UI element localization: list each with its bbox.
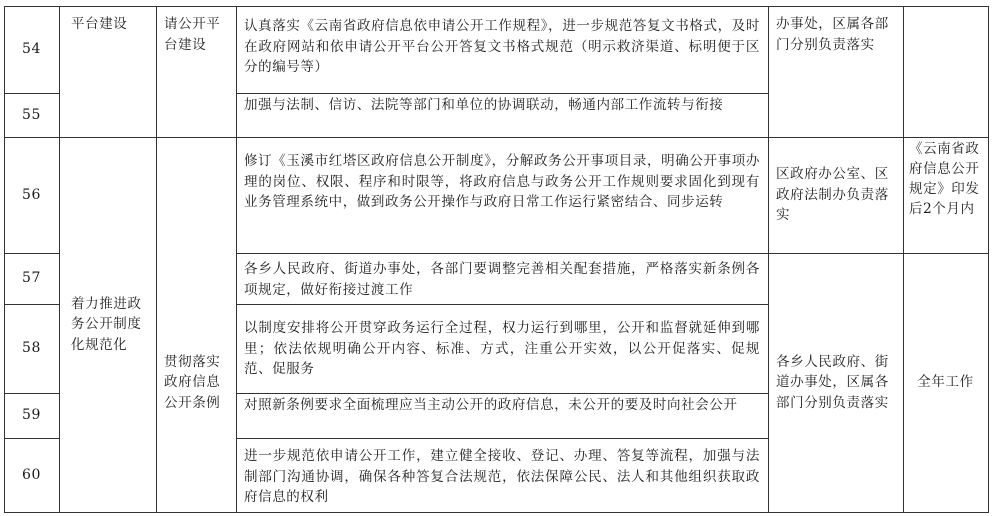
- grid-line: [4, 6, 5, 512]
- grid-line: [4, 93, 59, 94]
- grid-line: [4, 304, 59, 305]
- task-cell: 加强与法制、信访、法院等部门和单位的协调联动，畅通内部工作流转与衔接: [244, 97, 724, 113]
- grid-line: [236, 253, 989, 254]
- task-cell: 对照新条例要求全面梳理应当主动公开的政府信息，未公开的要及时向社会公开: [244, 397, 738, 413]
- item-cell: 贯彻落实政府信息公开条例: [164, 353, 221, 411]
- row-number: 58: [21, 340, 41, 357]
- task-cell: 进一步规范依申请公开工作，建立健全接收、登记、办理、答复等流程，加强与法制部门沟通协调，确保各种答复合法规范，依法保障公民、法人和其他组织获取政府信息的权利: [244, 448, 760, 505]
- grid-line: [236, 393, 768, 394]
- task-cell: 各乡人民政府、街道办事处，各部门要调整完善相关配套措施，严格落实新条例各项规定，做好衔接过渡工作: [244, 261, 760, 298]
- grid-line: [4, 393, 59, 394]
- department-cell: 办事处，区属各部门分别负责落实: [776, 16, 889, 53]
- row-number: 59: [21, 407, 41, 424]
- grid-line: [236, 93, 768, 94]
- department-cell: 各乡人民政府、街道办事处，区属各部门分别负责落实: [776, 353, 889, 411]
- grid-line: [236, 6, 237, 512]
- category-cell: 平台建设: [71, 16, 128, 32]
- item-cell: 请公开平台建设: [164, 16, 221, 53]
- grid-line: [236, 438, 768, 439]
- grid-line: [988, 6, 989, 512]
- grid-line: [4, 512, 989, 513]
- row-number: 57: [21, 270, 41, 287]
- grid-line: [4, 438, 59, 439]
- time-cell: 《云南省政府信息公开规定》印发后2个月内: [909, 141, 980, 217]
- time-cell: 全年工作: [917, 374, 974, 391]
- grid-line: [4, 253, 59, 254]
- grid-line: [903, 6, 904, 512]
- task-cell: 修订《玉溪市红塔区政府信息公开制度》，分解政务公开事项目录，明确公开事项办理的岗位、权限、程序和时限等，将政府信息与政务公开工作规则要求固化到现有业务管理系统中，做到政务公开操作与政府日常工作运行紧密结合、同步运转: [244, 153, 760, 210]
- grid-line: [768, 6, 769, 512]
- grid-line: [236, 304, 768, 305]
- department-cell: 区政府办公室、区政府法制办负责落实: [776, 166, 889, 224]
- row-number: 55: [21, 106, 41, 123]
- grid-line: [4, 6, 989, 7]
- category-cell: 着力推进政务公开制度化规范化: [71, 295, 142, 353]
- grid-line: [156, 6, 157, 512]
- row-number: 60: [21, 466, 41, 483]
- task-cell: 认真落实《云南省政府信息依申请公开工作规程》，进一步规范答复文书格式，及时在政府网站和依申请公开平台公开答复文书格式规范（明示救济渠道、标明便于区分的编号等）: [244, 18, 760, 75]
- row-number: 56: [21, 186, 41, 203]
- task-cell: 以制度安排将公开贯穿政务运行全过程，权力运行到哪里，公开和监督就延伸到哪里；依法依规明确公开内容、标准、方式，注重公开实效，以公开促落实、促规范、促服务: [244, 320, 760, 377]
- row-number: 54: [21, 41, 41, 58]
- grid-line: [4, 137, 989, 138]
- grid-line: [59, 6, 60, 512]
